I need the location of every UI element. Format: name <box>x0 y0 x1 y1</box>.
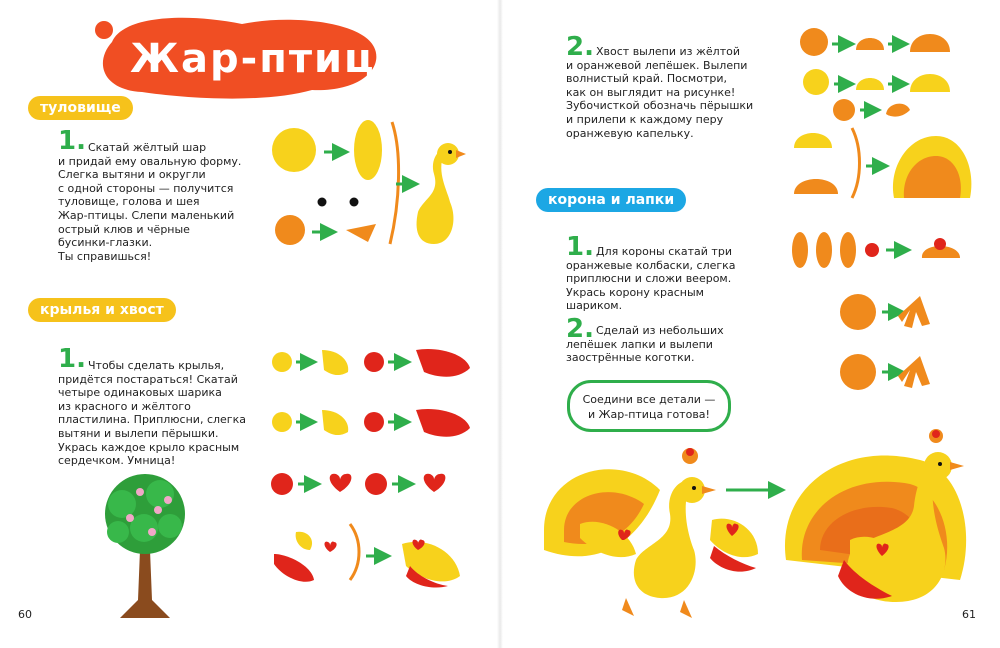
step-number: 1. <box>58 126 86 156</box>
body-step1-text: Скатай жёлтый шар и придай ему овальную форму. Слегка вытяни и округли с одной стороны — получится туловище, голова и шея Жар-птицы. Слепи маленький острый клюв и чёрные бусинки-глазки. Ты справишься! <box>58 141 242 263</box>
page-title: Жар-птица <box>130 36 405 82</box>
section-label-body: туловище <box>28 96 133 120</box>
crown-step2-text: Сделай из небольших лепёшек лапки и вылепи заострённые коготки. <box>566 324 724 365</box>
step-number: 2. <box>566 32 594 62</box>
final-bubble: Соедини все детали — и Жар-птица готова! <box>567 380 731 432</box>
tree-illustration <box>100 470 190 620</box>
crown-step1-text: Для короны скатай три оранжевые колбаски, слегка приплюсни и сложи веером. Укрась корону красным шариком. <box>566 245 736 313</box>
crown-feet-illustration <box>790 228 970 398</box>
wings-illustration <box>268 340 488 580</box>
wings-step1-text: Чтобы сделать крылья, придётся постараться! Скатай четыре одинаковых шарика из красного и жёлтого пластилина. Приплюсни, слегка вытяни и вылепи пёрышки. Укрась каждое крыло красным сердечком. Умница! <box>58 359 246 468</box>
page-number-right: 61 <box>962 608 976 621</box>
tail-step2-text: Хвост вылепи из жёлтой и оранжевой лепёшек. Вылепи волнистый край. Посмотри, как он выглядит на рисунке! Зубочисткой обозначь пёрышки и прилепи к каждому перу оранжевую капельку. <box>566 45 754 140</box>
section-label-wings: крылья и хвост <box>28 298 176 322</box>
assembly-illustration <box>540 430 980 620</box>
body-illustration <box>268 112 488 252</box>
section-label-crown: корона и лапки <box>536 188 686 212</box>
step-number: 1. <box>58 344 86 374</box>
page-number-left: 60 <box>18 608 32 621</box>
tail-illustration <box>790 18 980 208</box>
book-spine <box>497 0 503 648</box>
step-number: 1. <box>566 232 594 262</box>
step-number: 2. <box>566 314 594 344</box>
